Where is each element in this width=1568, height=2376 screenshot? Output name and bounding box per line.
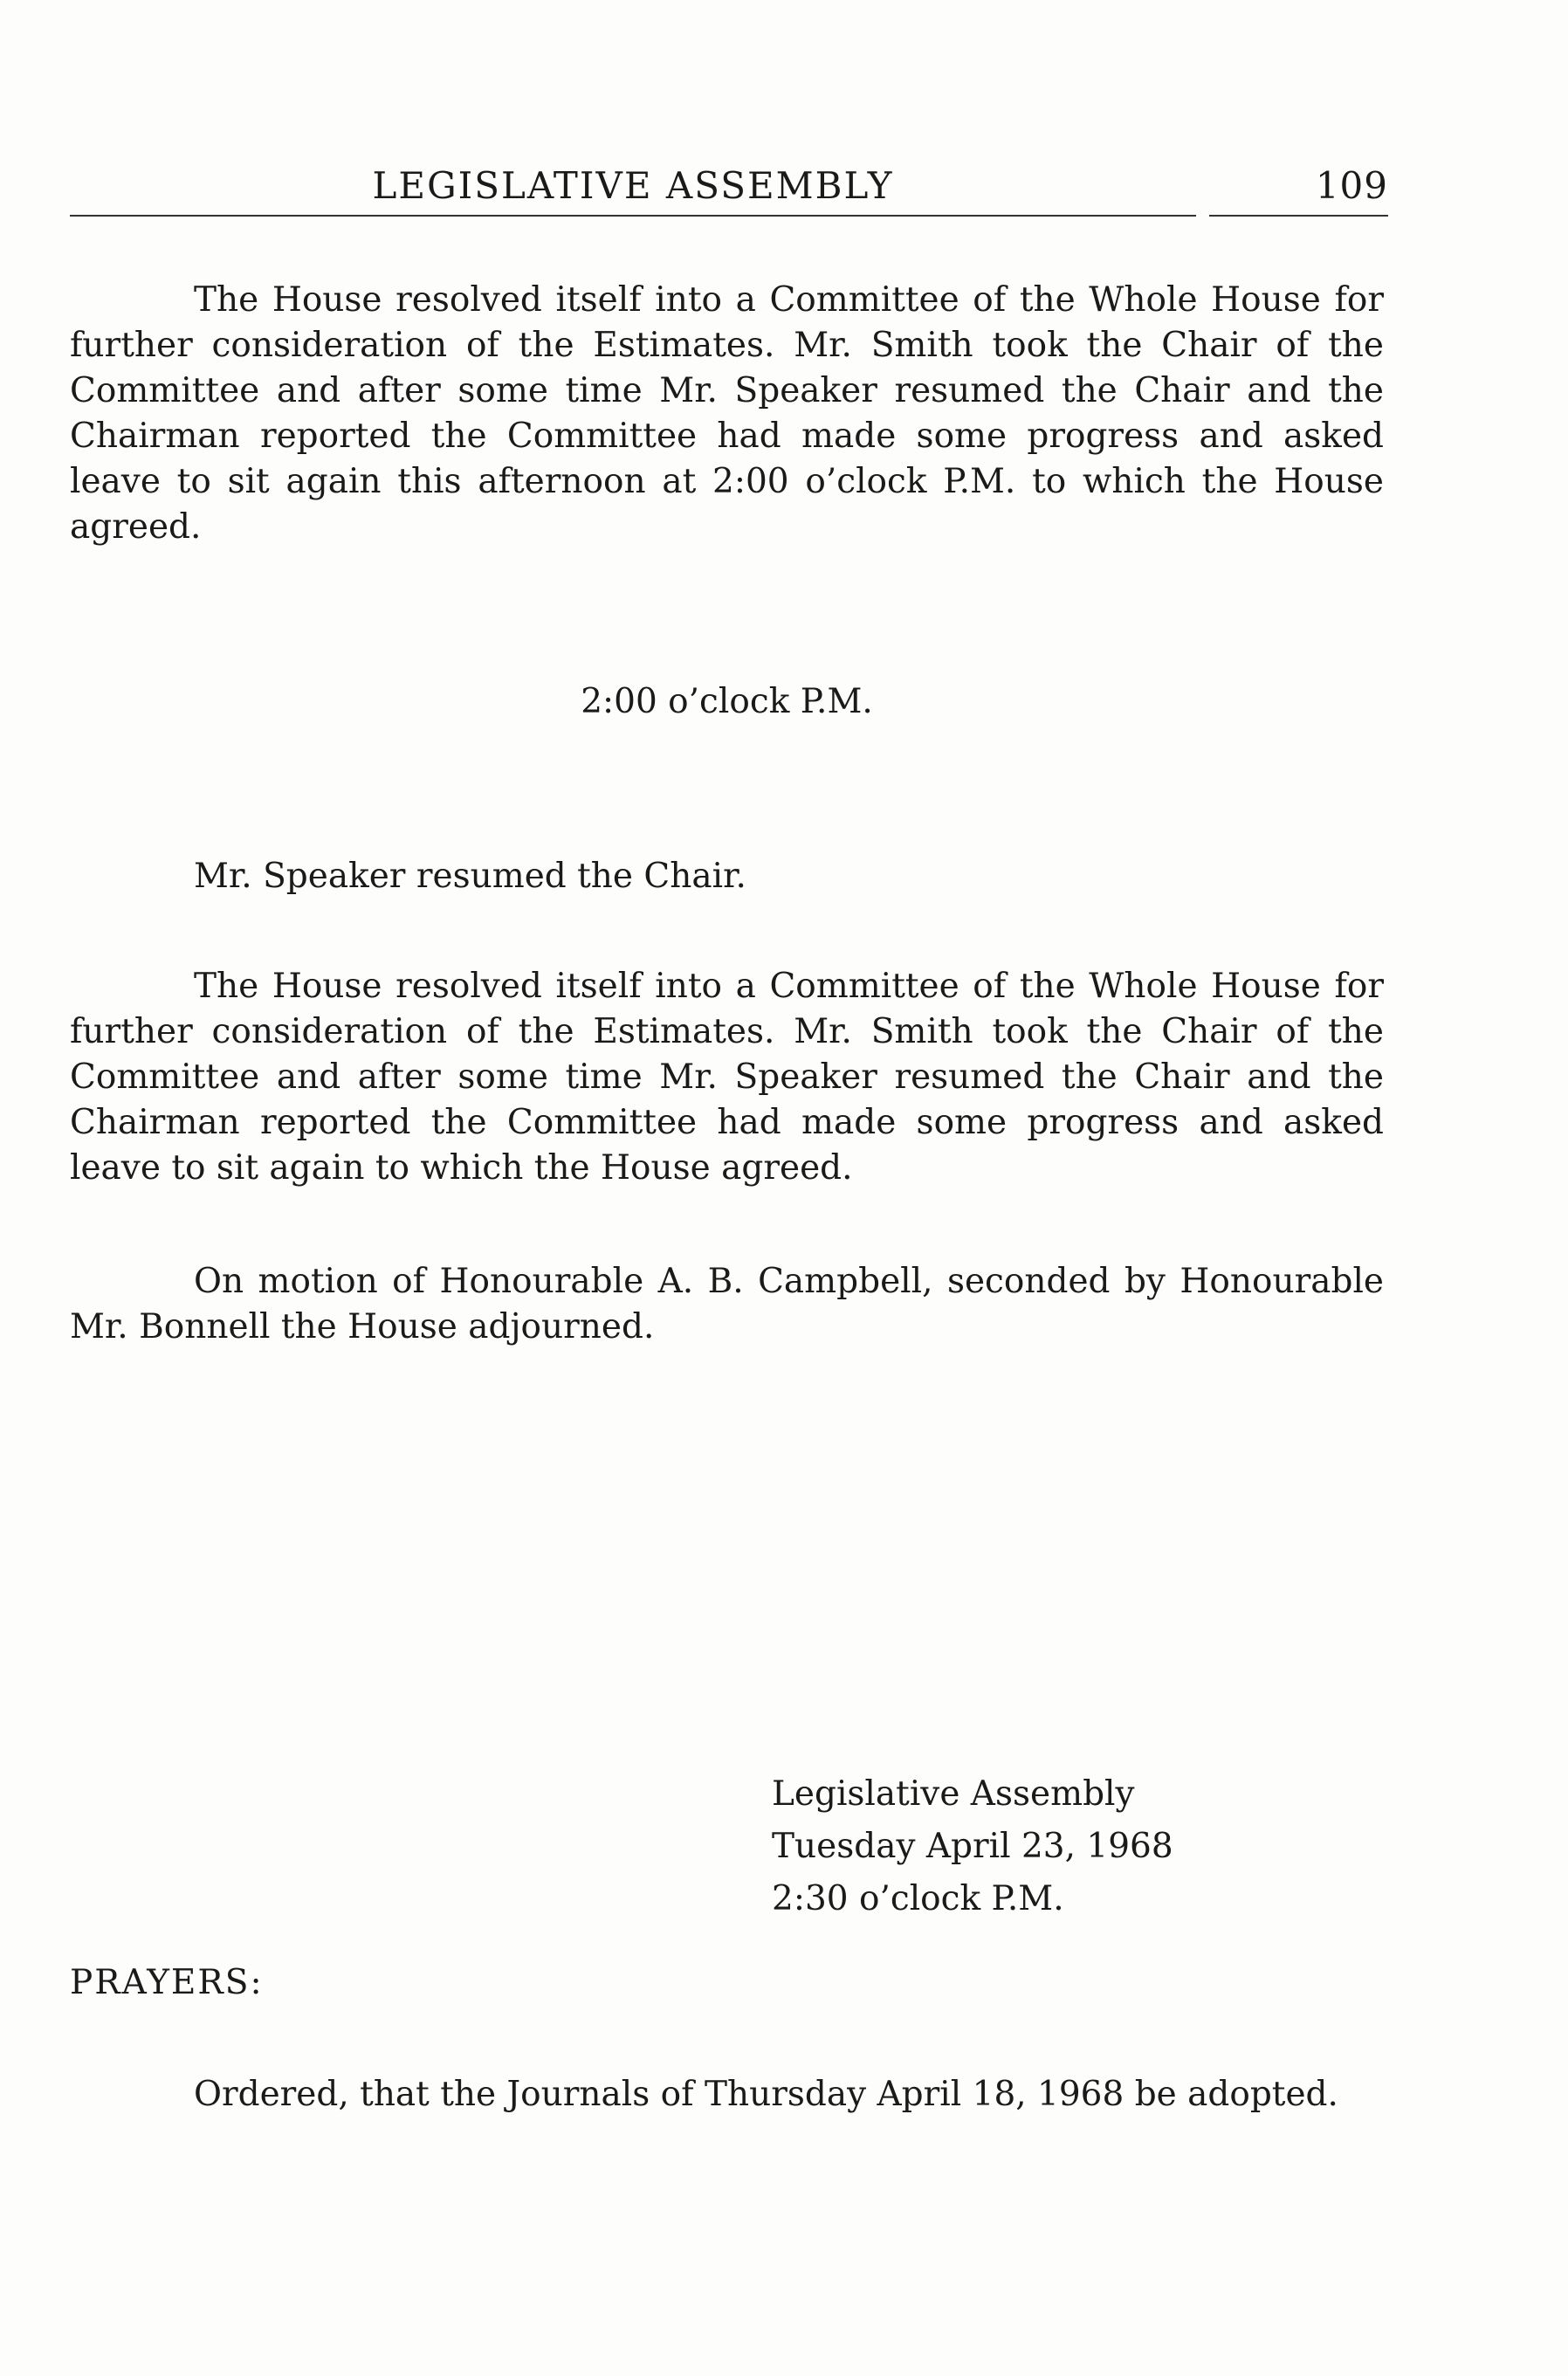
header-rule-page <box>1209 215 1388 217</box>
page-number: 109 <box>1315 164 1388 207</box>
ordered-line: Ordered, that the Journals of Thursday April 18, 1968 be adopted. <box>194 2075 1338 2114</box>
committee-paragraph-morning: The House resolved itself into a Committee of the Whole House for further consideration of the Estimates. Mr. Smith took the Chair of the Committee and after some time Mr. Speaker resumed the Chair and the Chairman reported the Committee had made some progress and asked leave to sit again this afternoon at 2:00 o’clock P.M. to which the House agreed. <box>70 280 1384 547</box>
page-header <box>70 157 1388 220</box>
sitting-body-name: Legislative Assembly <box>772 1774 1135 1814</box>
header-rule <box>70 215 1196 217</box>
speaker-resumed-line: Mr. Speaker resumed the Chair. <box>194 857 746 896</box>
sitting-heading <box>772 1768 1173 1925</box>
running-title: LEGISLATIVE ASSEMBLY <box>372 164 894 207</box>
committee-paragraph-afternoon: The House resolved itself into a Committee of the Whole House for further consideration of the Estimates. Mr. Smith took the Chair of the Committee and after some time Mr. Speaker resumed the Chair and the Chairman reported the Committee had made some progress and asked leave to sit again to which the House agreed. <box>70 967 1384 1188</box>
time-heading: 2:00 o’clock P.M. <box>581 682 873 721</box>
prayers-label: PRAYERS: <box>70 1963 264 2002</box>
sitting-date: Tuesday April 23, 1968 <box>772 1827 1173 1866</box>
sitting-time: 2:30 o’clock P.M. <box>772 1879 1064 1918</box>
adjournment-paragraph: On motion of Honourable A. B. Campbell, seconded by Honourable Mr. Bonnell the House adjourned. <box>70 1262 1384 1346</box>
